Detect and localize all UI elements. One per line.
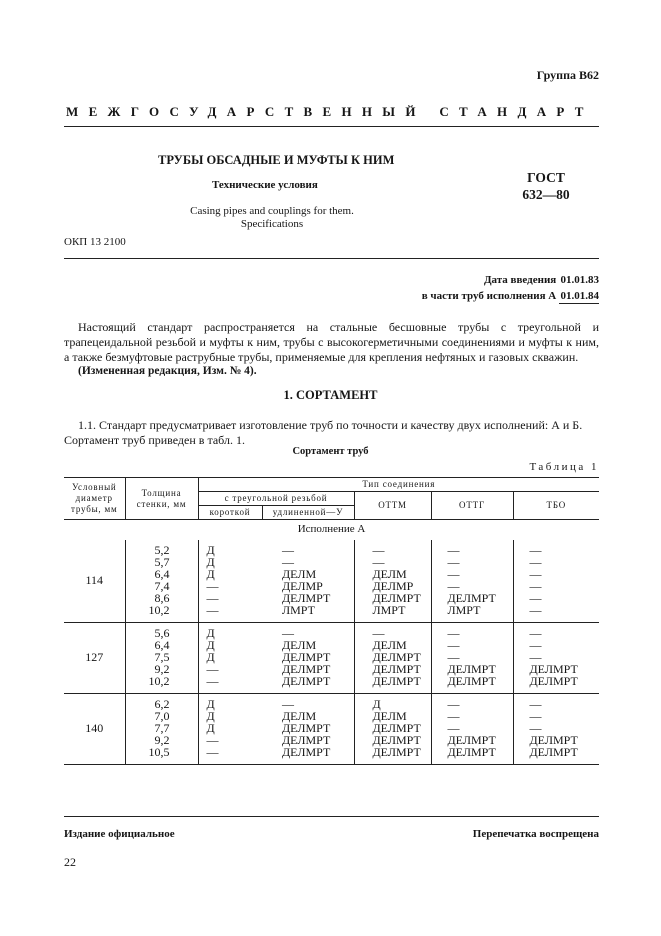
short-value: — bbox=[206, 591, 219, 605]
table-row bbox=[64, 540, 599, 623]
header-ottm: ОТТМ bbox=[354, 492, 431, 520]
short-value: — bbox=[206, 579, 219, 593]
ottm-value: ЛМРТ bbox=[372, 603, 406, 617]
table-row bbox=[64, 623, 599, 694]
page-number: 22 bbox=[64, 855, 76, 869]
table-title: Сортамент труб bbox=[292, 446, 369, 457]
header-connection-type: Тип соединения bbox=[198, 478, 599, 492]
ottg-value: — bbox=[447, 697, 460, 711]
scope-text: Настоящий стандарт распространяется на стальные бесшовные трубы с треугольной и трапецеидальной резьбой и муфты к ним, трубы с высокогерметичными соединениями и муфты к ним, а также безмуфтовые раструбные трубы, применяемые для крепления нефтяных и газовых скважин. bbox=[64, 320, 599, 364]
short-value: Д bbox=[206, 721, 215, 735]
intro-date-label: Дата введения bbox=[483, 274, 557, 286]
extended-value: ДЕЛМ bbox=[282, 567, 317, 581]
ottg-value: — bbox=[447, 579, 460, 593]
gost-number: 632—80 bbox=[522, 187, 570, 202]
ottg-value: ДЕЛМРТ bbox=[447, 591, 496, 605]
section-heading: 1. СОРТАМЕНТ bbox=[283, 388, 378, 402]
tbo-value: — bbox=[529, 697, 542, 711]
thickness-value: 6,2 bbox=[154, 697, 170, 711]
tbo-value: ДЕЛМРТ bbox=[529, 674, 578, 688]
amendment-note: (Измененная редакция, Изм. № 4). bbox=[78, 365, 257, 377]
thickness-value: 10,2 bbox=[148, 674, 170, 688]
tbo-value: ДЕЛМРТ bbox=[529, 662, 578, 676]
tbo-value: — bbox=[529, 603, 542, 617]
extended-value: — bbox=[282, 555, 294, 569]
extended-cell bbox=[262, 694, 354, 765]
ottg-cell bbox=[431, 540, 513, 623]
document-title: ТРУБЫ ОБСАДНЫЕ И МУФТЫ К НИМ bbox=[158, 153, 395, 167]
ottm-value: — bbox=[372, 626, 385, 640]
ottm-value: ДЕЛМРТ bbox=[372, 733, 421, 747]
thickness-value: 9,2 bbox=[154, 662, 170, 676]
pipe-assortment-table bbox=[64, 477, 599, 765]
ottm-value: ДЕЛМРТ bbox=[372, 650, 421, 664]
tbo-value: — bbox=[529, 721, 542, 735]
ottm-value: ДЕЛМРТ bbox=[372, 591, 421, 605]
thickness-value: 7,0 bbox=[154, 709, 170, 723]
section-para-line2: Сортамент труб приведен в табл. 1. bbox=[64, 433, 245, 447]
ottm-cell bbox=[354, 540, 431, 623]
okp-code: ОКП 13 2100 bbox=[64, 236, 126, 248]
thickness-value: 10,5 bbox=[148, 745, 170, 759]
tbo-value: — bbox=[529, 567, 542, 581]
thickness-value: 9,2 bbox=[154, 733, 170, 747]
gost-label: ГОСТ bbox=[527, 170, 565, 185]
short-cell bbox=[198, 623, 262, 694]
short-value: — bbox=[206, 745, 219, 759]
ottg-value: ДЕЛМРТ bbox=[447, 733, 496, 747]
ottm-value: Д bbox=[372, 697, 381, 711]
tbo-value: — bbox=[529, 579, 542, 593]
header-extended: удлиненной—У bbox=[262, 506, 354, 520]
official-edition-note: Издание официальное bbox=[64, 828, 175, 840]
ottg-value: ДЕЛМРТ bbox=[447, 662, 496, 676]
extended-cell bbox=[262, 540, 354, 623]
thickness-value: 5,6 bbox=[154, 626, 170, 640]
header-diameter: Условный диаметр трубы, мм bbox=[64, 478, 125, 520]
tbo-value: — bbox=[529, 650, 542, 664]
short-value: — bbox=[206, 662, 219, 676]
short-value: Д bbox=[206, 650, 215, 664]
tbo-value: ДЕЛМРТ bbox=[529, 745, 578, 759]
extended-value: ДЕЛМРТ bbox=[282, 591, 331, 605]
extended-value: — bbox=[282, 543, 294, 557]
short-cell bbox=[198, 694, 262, 765]
extended-value: ДЕЛМРТ bbox=[282, 733, 331, 747]
header-ottg: ОТТГ bbox=[431, 492, 513, 520]
ottm-value: — bbox=[372, 555, 385, 569]
tbo-value: ДЕЛМРТ bbox=[529, 733, 578, 747]
extended-value: — bbox=[282, 626, 294, 640]
document-subtitle: Технические условия bbox=[212, 179, 318, 191]
diameter-cell: 140 bbox=[64, 694, 125, 765]
thickness-cell bbox=[125, 694, 198, 765]
ottm-cell bbox=[354, 623, 431, 694]
tbo-cell bbox=[513, 694, 599, 765]
ottg-cell bbox=[431, 623, 513, 694]
tbo-value: — bbox=[529, 638, 542, 652]
ottm-value: ДЕЛМРТ bbox=[372, 662, 421, 676]
parta-date-value: 01.01.84 bbox=[560, 290, 599, 302]
thickness-value: 8,6 bbox=[154, 591, 170, 605]
header-divider bbox=[64, 126, 599, 127]
table-number: Таблица 1 bbox=[529, 461, 599, 473]
tbo-value: — bbox=[529, 626, 542, 640]
ottm-value: ДЕЛМ bbox=[372, 567, 407, 581]
section-paragraph bbox=[64, 418, 604, 448]
thickness-value: 6,4 bbox=[154, 567, 170, 581]
parta-date-label: в части труб исполнения А bbox=[421, 290, 557, 302]
short-value: Д bbox=[206, 567, 215, 581]
extended-value: ДЕЛМР bbox=[282, 579, 323, 593]
tbo-value: — bbox=[529, 709, 542, 723]
tbo-cell bbox=[513, 540, 599, 623]
execution-a-subheading: Исполнение А bbox=[297, 523, 366, 535]
extended-value: ЛМРТ bbox=[282, 603, 315, 617]
english-title bbox=[172, 205, 372, 231]
short-value: Д bbox=[206, 555, 215, 569]
thickness-value: 10,2 bbox=[148, 603, 170, 617]
header-thickness: Толщина стенки, мм bbox=[125, 478, 198, 520]
extended-value: ДЕЛМРТ bbox=[282, 650, 331, 664]
title-divider bbox=[64, 258, 599, 259]
ottm-value: ДЕЛМ bbox=[372, 638, 407, 652]
short-value: — bbox=[206, 733, 219, 747]
intro-date-row bbox=[422, 272, 599, 288]
scope-paragraph bbox=[64, 320, 599, 365]
tbo-value: — bbox=[529, 555, 542, 569]
ottg-value: ДЕЛМРТ bbox=[447, 745, 496, 759]
table-row bbox=[64, 694, 599, 765]
extended-value: ДЕЛМРТ bbox=[282, 662, 331, 676]
ottg-value: — bbox=[447, 650, 460, 664]
gost-designation bbox=[516, 169, 576, 203]
parta-date-row bbox=[422, 288, 599, 304]
ottm-cell bbox=[354, 694, 431, 765]
ottg-value: — bbox=[447, 567, 460, 581]
header-tbo: ТБО bbox=[513, 492, 599, 520]
short-cell bbox=[198, 540, 262, 623]
ottg-value: — bbox=[447, 543, 460, 557]
thickness-value: 7,4 bbox=[154, 579, 170, 593]
short-value: Д bbox=[206, 638, 215, 652]
extended-value: ДЕЛМ bbox=[282, 709, 317, 723]
diameter-cell: 114 bbox=[64, 540, 125, 623]
english-title-line1: Casing pipes and couplings for them. bbox=[190, 205, 354, 217]
thickness-value: 6,4 bbox=[154, 638, 170, 652]
thickness-value: 7,7 bbox=[154, 721, 170, 735]
extended-value: ДЕЛМ bbox=[282, 638, 317, 652]
diameter-cell: 127 bbox=[64, 623, 125, 694]
thickness-cell bbox=[125, 623, 198, 694]
ottg-value: — bbox=[447, 555, 460, 569]
extended-value: — bbox=[282, 697, 294, 711]
ottg-value: ЛМРТ bbox=[447, 603, 481, 617]
ottm-value: ДЕЛМ bbox=[372, 709, 407, 723]
reprint-prohibited-note: Перепечатка воспрещена bbox=[472, 828, 599, 840]
header-triangular-thread: с треугольной резьбой bbox=[198, 492, 354, 506]
short-value: Д bbox=[206, 697, 215, 711]
short-value: — bbox=[206, 603, 219, 617]
header-short: короткой bbox=[198, 506, 262, 520]
ottg-cell bbox=[431, 694, 513, 765]
ottg-value: — bbox=[447, 721, 460, 735]
short-value: — bbox=[206, 674, 219, 688]
ottg-value: — bbox=[447, 626, 460, 640]
tbo-cell bbox=[513, 623, 599, 694]
thickness-cell bbox=[125, 540, 198, 623]
section-para-line1: 1.1. Стандарт предусматривает изготовление труб по точности и качеству двух исполнений: А и Б. bbox=[78, 418, 583, 432]
extended-value: ДЕЛМРТ bbox=[282, 745, 331, 759]
short-value: Д bbox=[206, 709, 215, 723]
thickness-value: 7,5 bbox=[154, 650, 170, 664]
footer-divider bbox=[64, 816, 599, 817]
ottm-value: ДЕЛМРТ bbox=[372, 745, 421, 759]
ottm-value: ДЕЛМРТ bbox=[372, 721, 421, 735]
thickness-value: 5,2 bbox=[154, 543, 170, 557]
extended-cell bbox=[262, 623, 354, 694]
short-value: Д bbox=[206, 626, 215, 640]
standard-banner: МЕЖГОСУДАРСТВЕННЫЙ СТАНДАРТ bbox=[66, 104, 594, 119]
ottm-value: ДЕЛМР bbox=[372, 579, 414, 593]
group-code: Группа В62 bbox=[536, 68, 599, 82]
extended-value: ДЕЛМРТ bbox=[282, 674, 331, 688]
ottg-value: — bbox=[447, 709, 460, 723]
introduction-dates bbox=[422, 272, 599, 304]
ottm-value: — bbox=[372, 543, 385, 557]
extended-value: ДЕЛМРТ bbox=[282, 721, 331, 735]
ottg-value: ДЕЛМРТ bbox=[447, 674, 496, 688]
tbo-value: — bbox=[529, 543, 542, 557]
thickness-value: 5,7 bbox=[154, 555, 170, 569]
ottg-value: — bbox=[447, 638, 460, 652]
english-title-line2: Specifications bbox=[240, 218, 304, 230]
intro-date-value: 01.01.83 bbox=[560, 274, 599, 286]
tbo-value: — bbox=[529, 591, 542, 605]
ottm-value: ДЕЛМРТ bbox=[372, 674, 421, 688]
short-value: Д bbox=[206, 543, 215, 557]
